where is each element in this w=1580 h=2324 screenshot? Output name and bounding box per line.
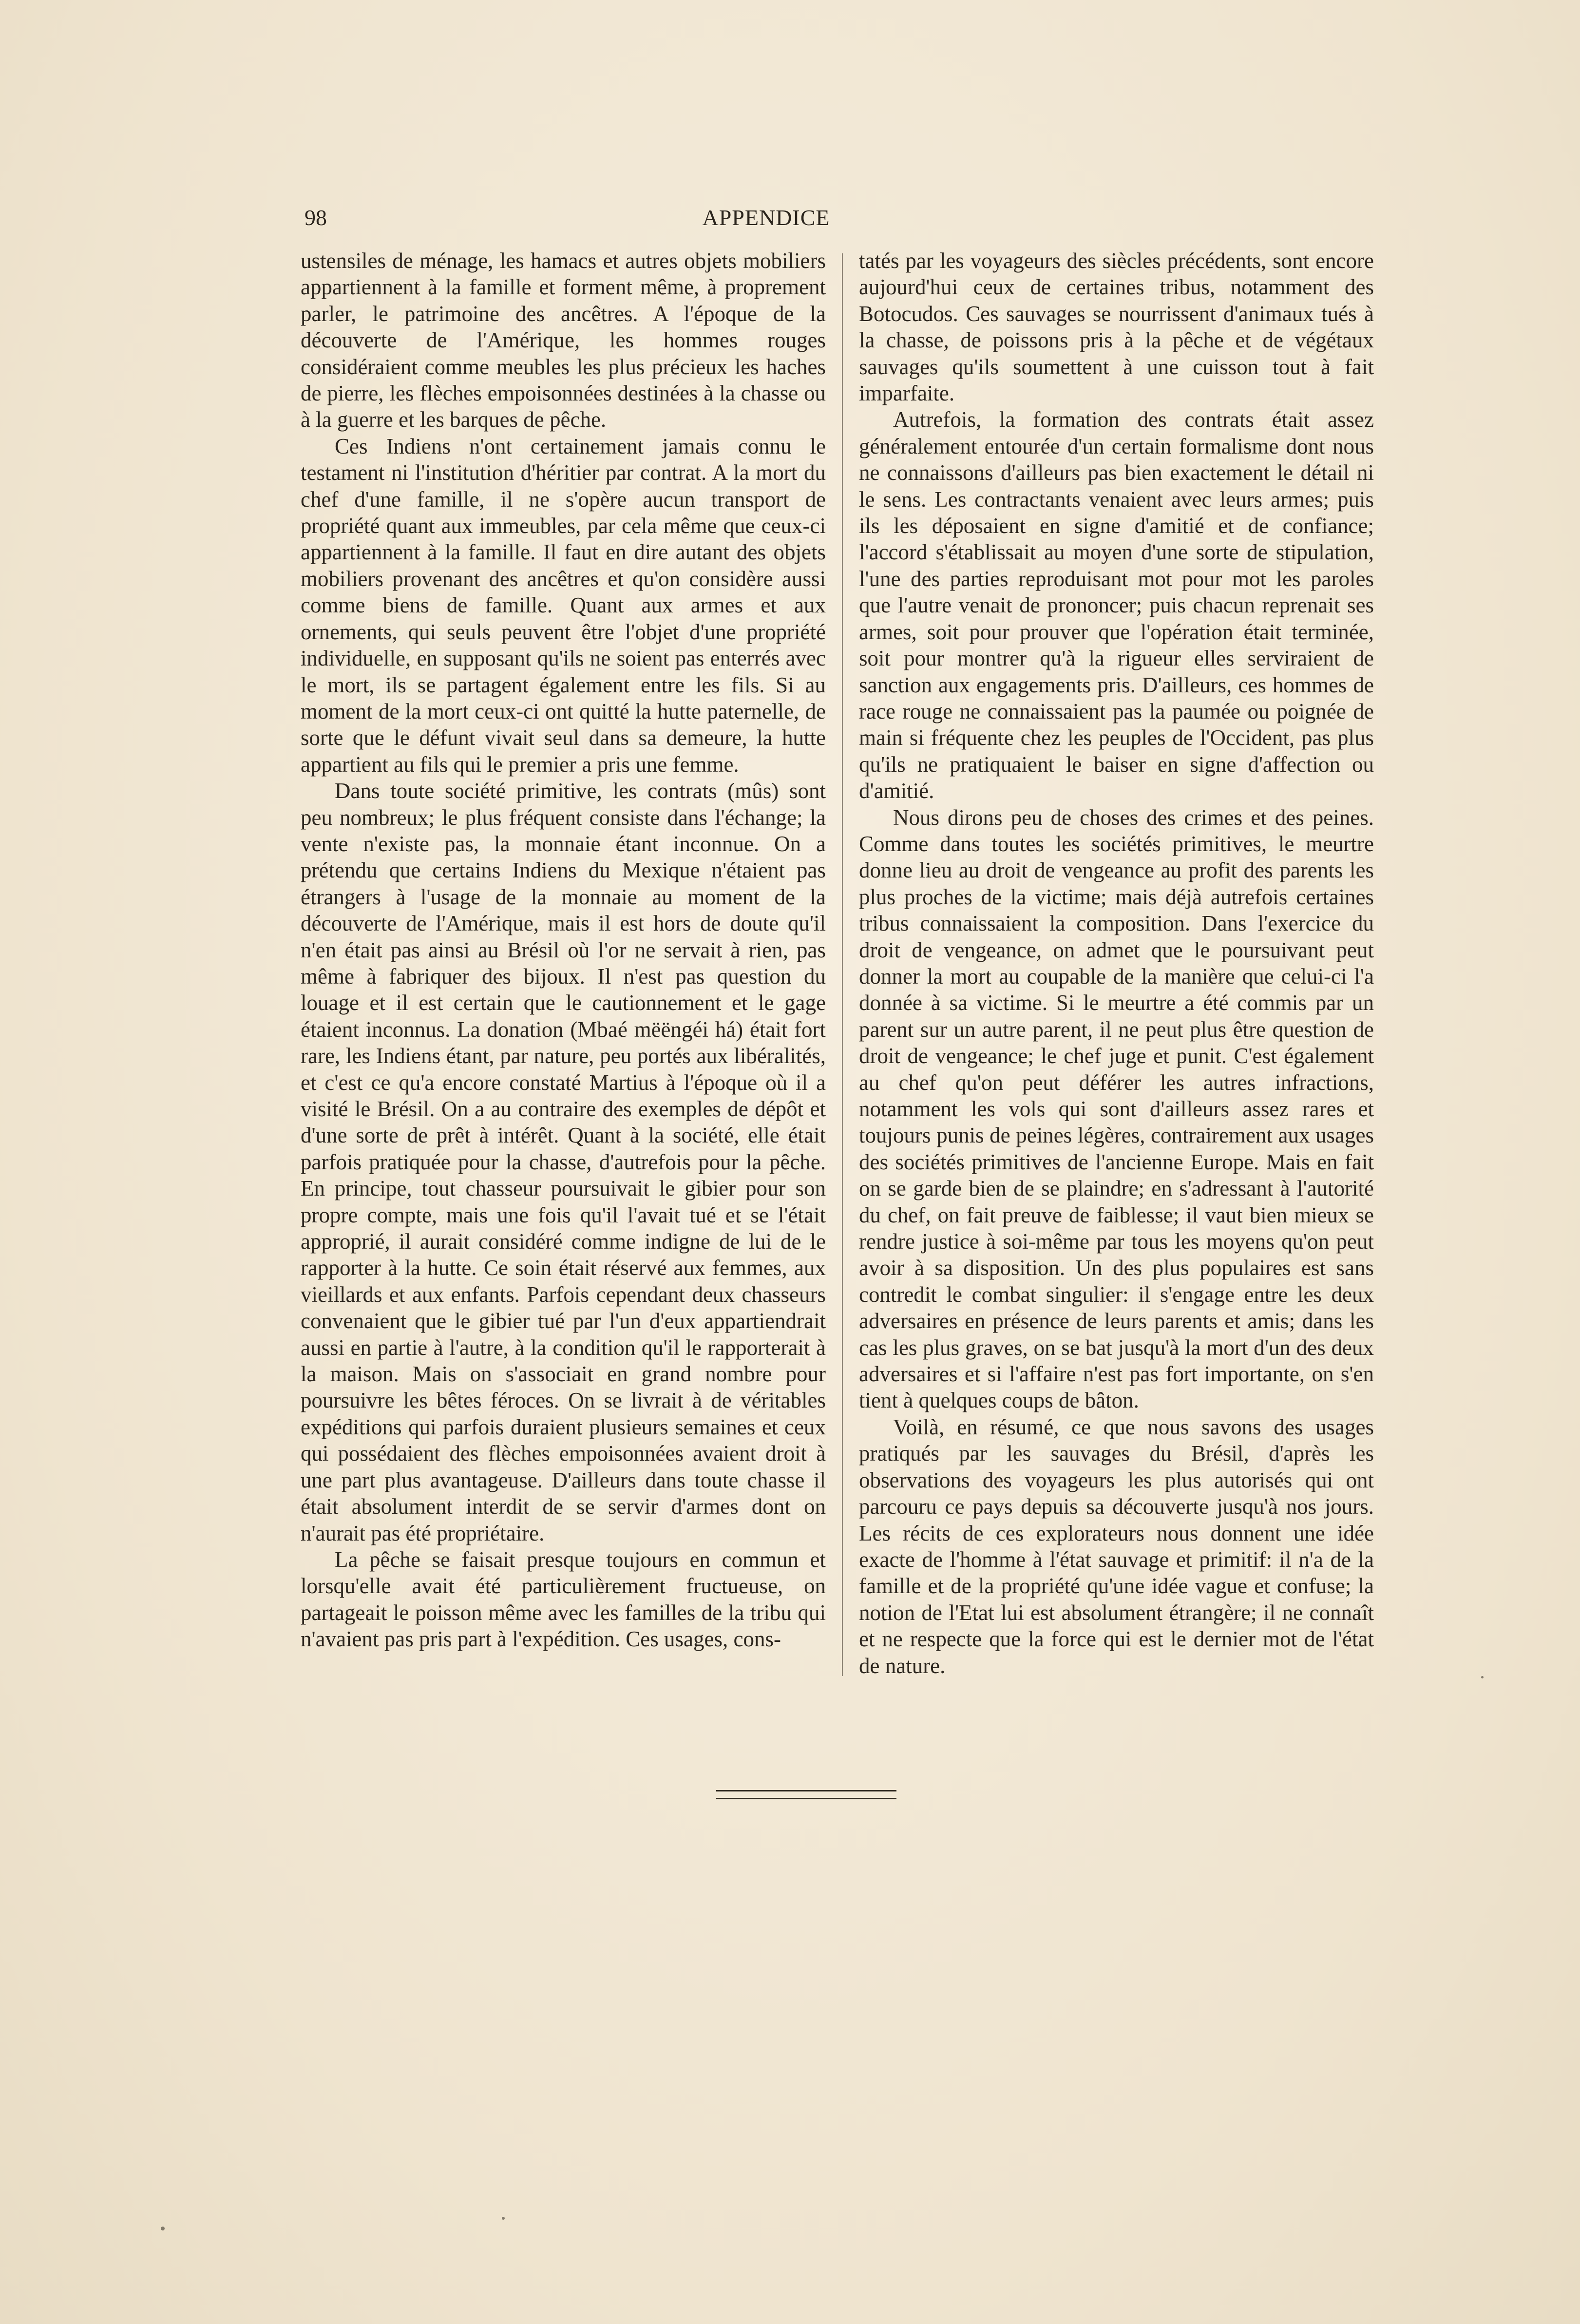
paragraph: Voilà, en résumé, ce que nous savons des usages pratiqués par les sauvages du Brésil, d'après les observations des voyageurs les plus autorisés qui ont parcouru ce pays depuis sa découverte jusqu'à nos jours. Les récits de ces explorateurs nous donnent une idée exacte de l'homme à l'état sauvage et primitif: il n'a de la famille et de la propriété qu'une idée vague et confuse; la notion de l'Etat lui est absolument étrangère; il ne connaît et ne respecte que la force qui est le dernier mot de l'état de nature. <box>859 1414 1374 1678</box>
running-title: APPENDICE <box>702 205 830 230</box>
paragraph: tatés par les voyageurs des siècles précédents, sont encore aujourd'hui ceux de certaines tribus, notamment des Botocudos. Ces sauvages se nourrissent d'animaux tués à la chasse, de poissons pris à la pêche et de végétaux sauvages qu'ils soumettent à une cuisson tout à fait imparfaite. <box>859 248 1374 406</box>
paragraph: ustensiles de ménage, les hamacs et autres objets mobiliers appartiennent à la famille et forment même, à proprement parler, le patrimoine des ancêtres. A l'époque de la découverte de l'Amérique, les hommes rouges considéraient comme meubles les plus précieux les haches de pierre, les flèches empoisonnées destinées à la chasse ou à la guerre et les barques de pêche. <box>301 248 826 432</box>
paragraph: La pêche se faisait presque toujours en commun et lorsqu'elle avait été particulièrement fructueuse, on partageait le poisson même avec les familles de la tribu qui n'avaient pas pris part à l'expédition. Ces usages, cons- <box>301 1547 826 1652</box>
paragraph: Dans toute société primitive, les contrats (mûs) sont peu nombreux; le plus fréquent consiste dans l'échange; la vente n'existe pas, la monnaie étant inconnue. On a prétendu que certains Indiens du Mexique n'étaient pas étrangers à l'usage de la monnaie au moment de la découverte de l'Amérique, mais il est hors de doute qu'il n'en était pas ainsi au Brésil où l'or ne servait à rien, pas même à fabriquer des bijoux. Il n'est pas question du louage et il est certain que le cautionnement et le gage étaient inconnus. La donation (Mbaé mëëngéi há) était fort rare, les Indiens étant, par nature, peu portés aux libéralités, et c'est ce qu'a encore constaté Martius à l'époque où il a visité le Brésil. On a au contraire des exemples de dépôt et d'une sorte de prêt à intérêt. Quant à la société, elle était parfois pratiquée pour la chasse, d'autrefois pour la pêche. En principe, tout chasseur poursuivait le gibier pour son propre compte, mais une fois qu'il l'avait tué et se l'était approprié, il aurait considéré comme indigne de lui de le rapporter à la hutte. Ce soin était réservé aux femmes, aux vieillards et aux enfants. Parfois cependant deux chasseurs convenaient que le gibier tué par l'un d'eux appartiendrait aussi en partie à l'autre, à la condition qu'il le rapporterait à la maison. Mais on s'associait en grand nombre pour poursuivre les bêtes féroces. On se livrait à de véritables expéditions qui parfois duraient plusieurs semaines et ceux qui possédaient des flèches empoisonnées avaient droit à une part plus avantageuse. D'ailleurs dans toute chasse il était absolument interdit de se servir d'armes dont on n'aurait pas été propriétaire. <box>301 779 826 1545</box>
end-rule-bottom <box>716 1798 896 1799</box>
column-divider <box>842 253 843 1676</box>
paragraph: Nous dirons peu de choses des crimes et des peines. Comme dans toutes les sociétés primitives, le meurtre donne lieu au droit de vengeance au profit des parents les plus proches de la victime; mais déjà autrefois certaines tribus connaissaient la composition. Dans l'exercice du droit de vengeance, on admet que le poursuivant peut donner la mort au coupable de la manière que celui-ci l'a donnée à sa victime. Si le meurtre a été commis par un parent sur un autre parent, il ne peut plus être question de droit de vengeance; le chef juge et punit. C'est également au chef qu'on peut déférer les autres infractions, notamment les vols qui sont d'ailleurs assez rares et toujours punis de peines légères, contrairement aux usages des sociétés primitives de l'ancienne Europe. Mais en fait on se garde bien de se plaindre; en s'adressant à l'autorité du chef, on fait preuve de faiblesse; il vaut bien mieux se rendre justice à soi-même par tous les moyens qu'on peut avoir à sa disposition. Un des plus populaires est sans contredit le combat singulier: il s'engage entre les deux adversaires en présence de leurs parents et amis; dans les cas les plus graves, on se bat jusqu'à la mort d'un des deux adversaires et si l'affaire n'est pas fort importante, on s'en tient à quelques coups de bâton. <box>859 805 1374 1413</box>
paragraph: Ces Indiens n'ont certainement jamais connu le testament ni l'institution d'héritier par contrat. A la mort du chef d'une famille, il ne s'opère aucun transport de propriété quant aux immeubles, par cela même que ceux-ci appartiennent à la famille. Il faut en dire autant des objets mobiliers provenant des ancêtres et qu'on considère aussi comme biens de famille. Quant aux armes et aux ornements, qui seuls peuvent être l'objet d'une propriété individuelle, en supposant qu'ils ne soient pas enterrés avec le mort, ils se partagent également entre les fils. Si au moment de la mort ceux-ci ont quitté la hutte paternelle, de sorte que le défunt vivait seul dans sa demeure, la hutte appartient au fils qui le premier a pris une femme. <box>301 434 826 777</box>
right-column <box>859 248 1374 1719</box>
end-rule-top <box>716 1790 896 1791</box>
paper-speck <box>161 2227 165 2230</box>
paragraph: Autrefois, la formation des contrats était assez généralement entourée d'un certain formalisme dont nous ne connaissons d'ailleurs pas bien exactement le détail ni le sens. Les contractants venaient avec leurs armes; puis ils les déposaient en signe d'amitié et de confiance; l'accord s'établissait au moyen d'une sorte de stipulation, l'une des parties reproduisant mot pour mot les paroles que l'autre venait de prononcer; puis chacun reprenait ses armes, soit pour prouver que l'opération était terminée, soit pour montrer qu'à la rigueur elles serviraient de sanction aux engagements pris. D'ailleurs, ces hommes de race rouge ne connaissaient pas la paumée ou poignée de main si fréquente chez les peuples de l'Occident, pas plus qu'ils ne pratiquaient le baiser en signe d'affection ou d'amitié. <box>859 407 1374 803</box>
left-column <box>301 248 826 1719</box>
page-header <box>305 205 1228 239</box>
paper-speck <box>502 2217 505 2220</box>
paper-speck <box>1481 1676 1484 1678</box>
page-number: 98 <box>305 205 327 230</box>
